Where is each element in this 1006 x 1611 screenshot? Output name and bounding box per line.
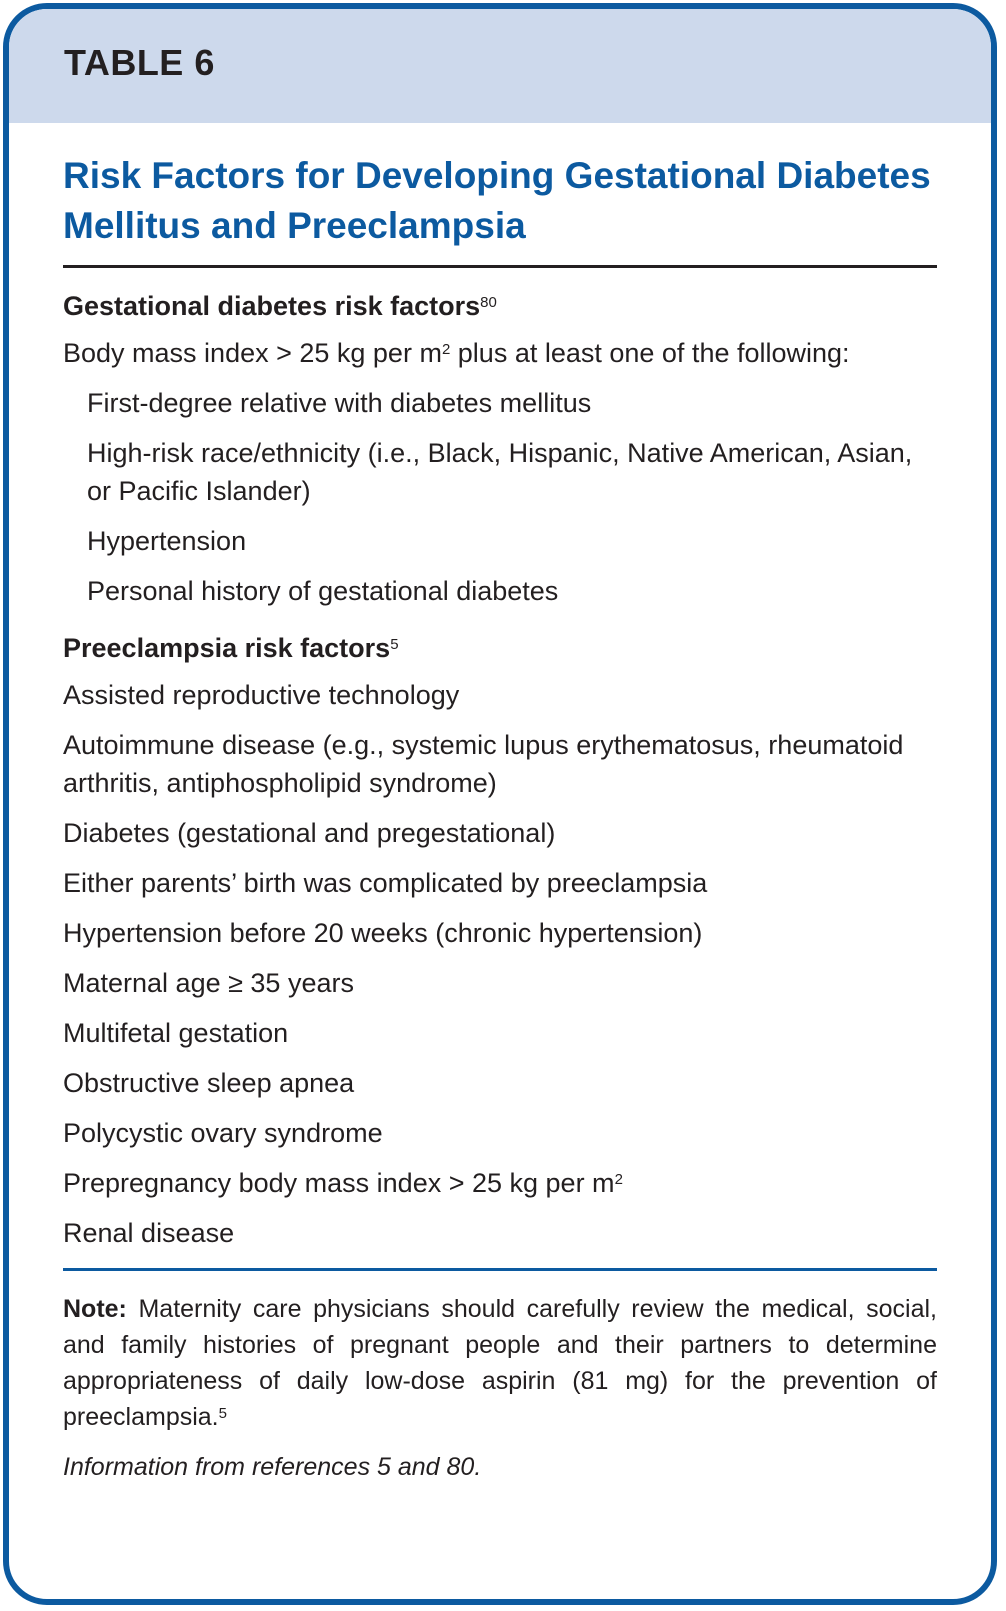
pre-item: Renal disease [63, 1218, 235, 1248]
pre-bmi-text: Prepregnancy body mass index > 25 kg per m [63, 1168, 615, 1198]
gdm-bmi-text-b: plus at least one of the following: [450, 338, 850, 368]
table-note [63, 1291, 937, 1435]
note-text: Maternity care physicians should carefully review the medical, social, and family histories of pregnant people and their partners to determine appropriateness of daily low-dose aspirin (81 mg) for the prevention of preeclampsia. [63, 1295, 937, 1431]
pre-item: Autoimmune disease (e.g., systemic lupus erythematosus, rheumatoid arthritis, antiphospholipid syndrome) [63, 730, 904, 798]
pre-item: Hypertension before 20 weeks (chronic hypertension) [63, 918, 703, 948]
gdm-bmi-text-a: Body mass index > 25 kg per m [63, 338, 442, 368]
title-divider [63, 265, 937, 268]
pre-bmi-item [63, 1164, 937, 1202]
note-label: Note: [63, 1295, 127, 1323]
pre-item: Diabetes (gestational and pregestational) [63, 818, 556, 848]
gdm-item: First-degree relative with diabetes mellitus [87, 388, 592, 418]
pre-item: Polycystic ovary syndrome [63, 1118, 383, 1148]
gdm-item: Hypertension [87, 526, 247, 556]
pre-item: Multifetal gestation [63, 1018, 289, 1048]
note-ref: 5 [218, 1405, 227, 1422]
pre-bmi-sup: 2 [614, 1171, 623, 1188]
table-label: TABLE 6 [64, 42, 215, 83]
gdm-bmi-criterion [63, 334, 937, 372]
pre-item: Maternal age ≥ 35 years [63, 968, 354, 998]
pre-heading-ref: 5 [390, 636, 399, 653]
note-divider [63, 1268, 937, 1271]
gdm-bmi-sup: 2 [441, 341, 451, 358]
table-header [9, 9, 991, 123]
gdm-heading [63, 290, 937, 322]
table-title: Risk Factors for Developing Gestational Diabetes Mellitus and Preeclampsia [63, 155, 931, 246]
pre-heading [63, 632, 937, 664]
gdm-item: Personal history of gestational diabetes [87, 576, 559, 606]
gdm-item: High-risk race/ethnicity (i.e., Black, Hispanic, Native American, Asian, or Pacific Islander) [87, 438, 913, 506]
pre-item: Obstructive sleep apnea [63, 1068, 355, 1098]
source-line: Information from references 5 and 80. [63, 1453, 482, 1481]
table-frame [3, 3, 997, 1605]
pre-heading-text: Preeclampsia risk factors [63, 633, 391, 663]
table-content [63, 123, 937, 1485]
pre-item: Either parents’ birth was complicated by preeclampsia [63, 868, 708, 898]
gdm-heading-text: Gestational diabetes risk factors [63, 291, 481, 321]
gdm-heading-ref: 80 [480, 294, 497, 311]
pre-item: Assisted reproductive technology [63, 680, 460, 710]
